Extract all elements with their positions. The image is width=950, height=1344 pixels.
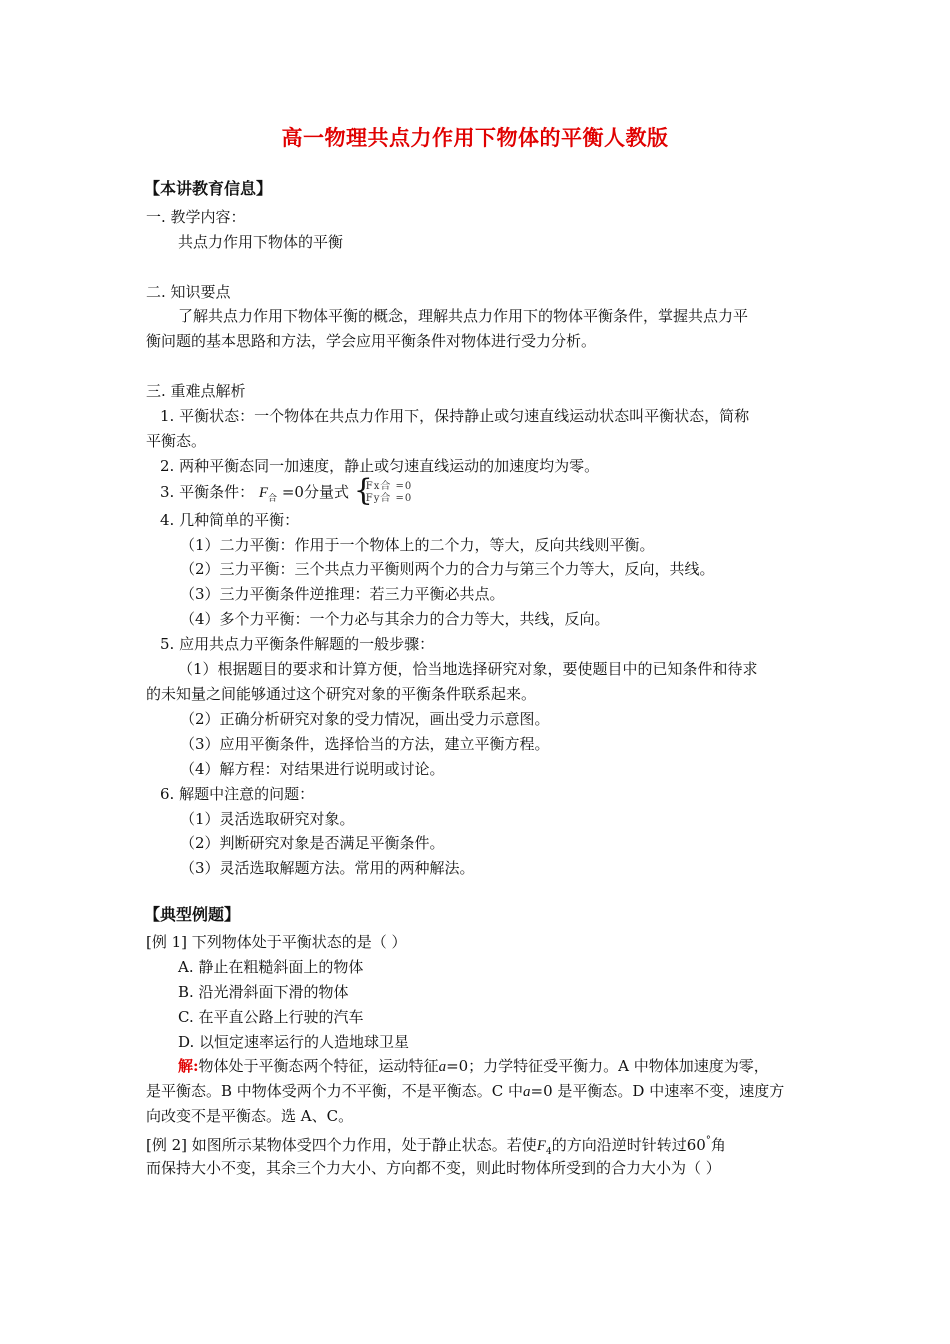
force-f4-symbol: F [536,1138,546,1154]
key-point-2: 2. 两种平衡态同一加速度，静止或匀速直线运动的加速度均为零。 [160,457,600,475]
solution-label: 解: [178,1057,199,1075]
key-point-6: 6. 解题中注意的问题： [160,785,315,803]
component-label: 分量式 [303,483,349,501]
force-symbol: F [258,485,269,501]
teaching-content-text: 共点力作用下物体的平衡 [178,233,344,251]
step-4: （4）解方程：对结果进行说明或讨论。 [180,760,445,778]
item-knowledge-points: 二. 知识要点 [146,283,231,301]
angle-value: 60 [686,1136,706,1154]
key-point-3 [160,473,424,509]
brace-icon: { [353,473,373,508]
solution-text-1a: 物体处于平衡态两个特征，运动特征 [198,1057,439,1075]
balance-type-4: （4）多个力平衡：一个力必与其余力的合力等大，共线，反向。 [180,610,610,628]
solution-line-3: 向改变不是平衡态。选 A、C。 [146,1107,354,1125]
equation-x: Fx合 =0 [365,481,413,492]
balance-type-2: （2）三力平衡：三个共点力平衡则两个力的合力与第三个力等大，反向，共线。 [180,560,715,578]
degree-symbol: ° [705,1135,711,1146]
force-subscript: 合 [268,494,278,504]
example-2-line-2: 而保持大小不变，其余三个力大小、方向都不变，则此时物体所受到的合力大小为（ ） [146,1159,721,1177]
equals-zero: =0 [281,483,304,501]
example-2-text-1a: [例 2] 如图所示某物体受四个力作用，处于静止状态。若使 [146,1136,537,1154]
item-key-points: 三. 重难点解析 [146,382,246,400]
note-1: （1）灵活选取研究对象。 [180,810,355,828]
option-a: A. 静止在粗糙斜面上的物体 [178,958,364,976]
step-1a: （1）根据题目的要求和计算方便，恰当地选择研究对象，要使题目中的已知条件和待求 [178,660,758,678]
key-point-4: 4. 几种简单的平衡： [160,511,300,529]
solution-line-1 [178,1056,769,1077]
acceleration-symbol: a [438,1059,447,1075]
option-b: B. 沿光滑斜面下滑的物体 [178,983,349,1001]
key-point-1b: 平衡态。 [146,432,207,450]
option-d: D. 以恒定速率运行的人造地球卫星 [178,1033,410,1051]
step-1b: 的未知量之间能够通过这个研究对象的平衡条件联系起来。 [146,685,537,703]
acceleration-symbol: a [523,1084,531,1100]
note-3: （3）灵活选取解题方法。常用的两种解法。 [180,859,475,877]
example-2-text-1b: 的方向沿逆时针转过 [551,1136,687,1154]
item-teaching-content: 一. 教学内容： [146,208,246,226]
key-point-5: 5. 应用共点力平衡条件解题的一般步骤： [160,635,435,653]
example-2-text-1c: 角 [710,1136,726,1154]
solution-text-2b: =0 是平衡态。D 中速率不变，速度方 [530,1082,785,1100]
step-2: （2）正确分析研究对象的受力情况，画出受力示意图。 [180,710,550,728]
solution-line-2 [146,1081,784,1102]
balance-type-1: （1）二力平衡：作用于一个物体上的二个力，等大，反向共线则平衡。 [180,536,655,554]
knowledge-text-1: 了解共点力作用下物体平衡的概念，理解共点力作用下的物体平衡条件，掌握共点力平 [178,307,749,325]
section-heading-examples: 【典型例题】 [144,905,241,924]
component-equations [353,473,424,508]
step-3: （3）应用平衡条件，选择恰当的方法，建立平衡方程。 [180,735,550,753]
equation-y: Fy合 =0 [365,493,413,504]
section-heading-info: 【本讲教育信息】 [144,179,273,198]
balance-type-3: （3）三力平衡条件逆推理：若三力平衡必共点。 [180,585,505,603]
knowledge-text-2: 衡问题的基本思路和方法，学会应用平衡条件对物体进行受力分析。 [146,332,597,350]
solution-text-1b: =0；力学特征受平衡力。A 中物体加速度为零， [446,1057,769,1075]
key-point-1a: 1. 平衡状态：一个物体在共点力作用下，保持静止或匀速直线运动状态叫平衡状态，简称 [160,407,750,425]
example-1-question: [例 1] 下列物体处于平衡状态的是（ ） [146,933,407,951]
solution-text-2a: 是平衡态。B 中物体受两个力不平衡，不是平衡态。C 中 [146,1082,524,1100]
force-f4-subscript: 4 [545,1147,552,1157]
condition-prefix: 3. 平衡条件： [160,483,255,501]
page-title: 高一物理共点力作用下物体的平衡人教版 [281,125,669,150]
option-c: C. 在平直公路上行驶的汽车 [178,1008,364,1026]
note-2: （2）判断研究对象是否满足平衡条件。 [180,834,445,852]
